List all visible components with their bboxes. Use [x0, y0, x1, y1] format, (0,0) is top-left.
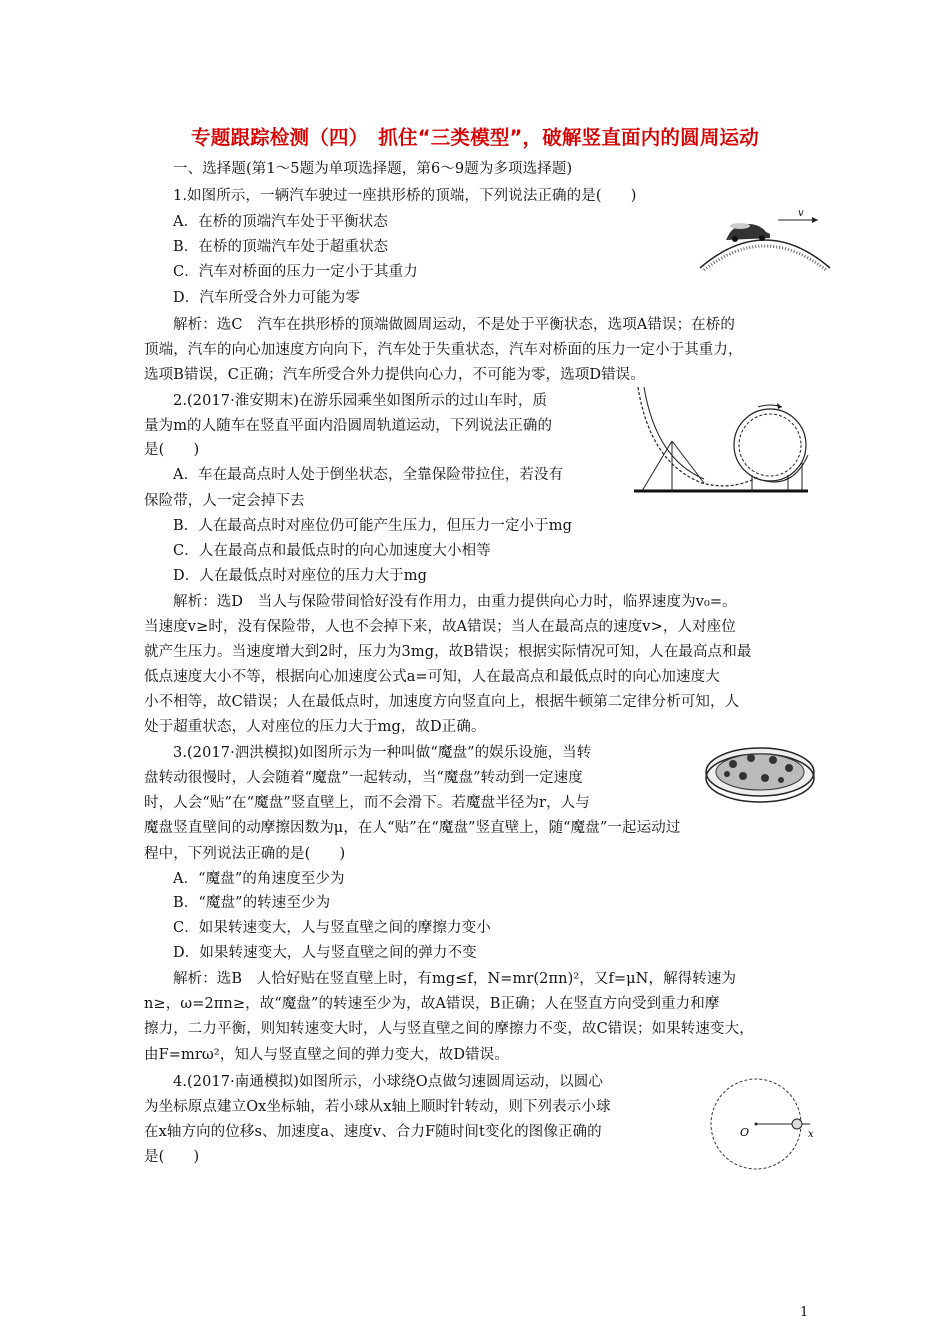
text-line: 在x轴方向的位移s、加速度a、速度v、合力F随时间t变化的图像正确的 [144, 1124, 602, 1140]
text-line: B．“魔盘”的转速至少为 [173, 895, 331, 911]
car-icon [726, 223, 770, 242]
text-line: 低点速度大小不等，根据向心加速度公式a=可知，人在最高点和最低点时的向心加速度大 [144, 669, 720, 685]
page-title: 专题跟踪检测（四） 抓住“三类模型”，破解竖直面内的圆周运动 [191, 126, 759, 149]
bridge-figure [690, 200, 840, 272]
text-line: 2.(2017·淮安期末)在游乐园乘坐如图所示的过山车时，质 [173, 393, 548, 409]
text-line: B．在桥的顶端汽车处于超重状态 [173, 239, 389, 255]
text-line: C．如果转速变大，人与竖直壁之间的摩擦力变小 [173, 920, 491, 936]
text-line: 处于超重状态，人对座位的压力大于mg，故D正确。 [144, 719, 486, 735]
text-line: C．人在最高点和最低点时的向心加速度大小相等 [173, 543, 491, 559]
text-line: 程中，下列说法正确的是( ) [144, 846, 346, 862]
text-line: 解析：选C 汽车在拱形桥的顶端做圆周运动，不是处于平衡状态，选项A错误；在桥的 [173, 317, 735, 333]
text-line: 为坐标原点建立Ox坐标轴，若小球从x轴上顺时针转动，则下列表示小球 [144, 1099, 611, 1115]
text-line: 解析：选B 人恰好贴在竖直壁上时，有mg≤f，N=mr(2πn)²，又f=μN，解得转速为 [173, 971, 737, 987]
page-number: 1 [800, 1305, 809, 1320]
x-axis-label: x [808, 1129, 814, 1140]
text-line: A．车在最高点时人处于倒坐状态，全靠保险带拉住，若没有 [173, 467, 564, 483]
text-line: n≥，ω=2πn≥，故“魔盘”的转速至少为，故A错误，B正确；人在竖直方向受到重力和摩 [144, 996, 720, 1012]
text-line: 保险带，人一定会掉下去 [144, 493, 305, 509]
roller-coaster-figure [632, 383, 810, 495]
text-line: 时，人会“贴”在“魔盘”竖直壁上，而不会滑下。若魔盘半径为r，人与 [144, 795, 590, 811]
text-line: D．汽车所受合外力可能为零 [173, 290, 360, 306]
magic-disk-figure [703, 740, 818, 812]
text-line: 魔盘竖直壁间的动摩擦因数为μ，在人“贴”在“魔盘”竖直壁上，随“魔盘”一起运动过 [144, 820, 681, 836]
text-line: 就产生压力。当速度增大到2时，压力为3mg，故B错误；根据实际情况可知，人在最高点和最 [144, 644, 752, 660]
text-line: 量为m的人随车在竖直平面内沿圆周轨道运动，下列说法正确的 [144, 418, 553, 434]
text-line: 一、选择题(第1～5题为单项选择题，第6～9题为多项选择题) [173, 161, 573, 177]
text-line: 擦力，二力平衡，则知转速变大时，人与竖直壁之间的摩擦力不变，故C错误；如果转速变大， [144, 1021, 754, 1037]
text-line: 1.如图所示，一辆汽车驶过一座拱形桥的顶端，下列说法正确的是( ) [173, 188, 637, 204]
text-line: 小不相等，故C错误；人在最低点时，加速度方向竖直向上，根据牛顿第二定律分析可知，人 [144, 694, 740, 710]
text-line: A．“魔盘”的角速度至少为 [173, 871, 345, 887]
text-line: 是( ) [144, 442, 200, 458]
text-line: A．在桥的顶端汽车处于平衡状态 [173, 214, 388, 230]
text-line: B．人在最高点时对座位仍可能产生压力，但压力一定小于mg [173, 518, 572, 534]
circle-axis-figure [700, 1074, 825, 1174]
text-line: 顶端，汽车的向心加速度方向向下，汽车处于失重状态，汽车对桥面的压力一定小于其重力， [144, 342, 743, 358]
text-line: 当速度v≥时，没有保险带，人也不会掉下来，故A错误；当人在最高点的速度v>，人对座位 [144, 619, 736, 635]
text-line: 选项B错误，C正确；汽车所受合外力提供向心力，不可能为零，选项D错误。 [144, 367, 645, 383]
text-line: 是( ) [144, 1149, 200, 1165]
text-line: 盘转动很慢时，人会随着“魔盘”一起转动，当“魔盘”转动到一定速度 [144, 770, 583, 786]
text-line: 3.(2017·泗洪模拟)如图所示为一种叫做“魔盘”的娱乐设施，当转 [173, 745, 592, 761]
text-line: C．汽车对桥面的压力一定小于其重力 [173, 264, 418, 280]
text-line: 4.(2017·南通模拟)如图所示，小球绕O点做匀速圆周运动，以圆心 [173, 1074, 603, 1090]
origin-label: O [740, 1126, 750, 1139]
velocity-label: v [798, 208, 804, 219]
text-line: D．如果转速变大，人与竖直壁之间的弹力不变 [173, 945, 477, 961]
text-line: 由F=mrω²，知人与竖直壁之间的弹力变大，故D错误。 [144, 1047, 509, 1063]
text-line: D．人在最低点时对座位的压力大于mg [173, 568, 427, 584]
text-line: 解析：选D 当人与保险带间恰好没有作用力，由重力提供向心力时，临界速度为v₀=。 [173, 594, 737, 610]
